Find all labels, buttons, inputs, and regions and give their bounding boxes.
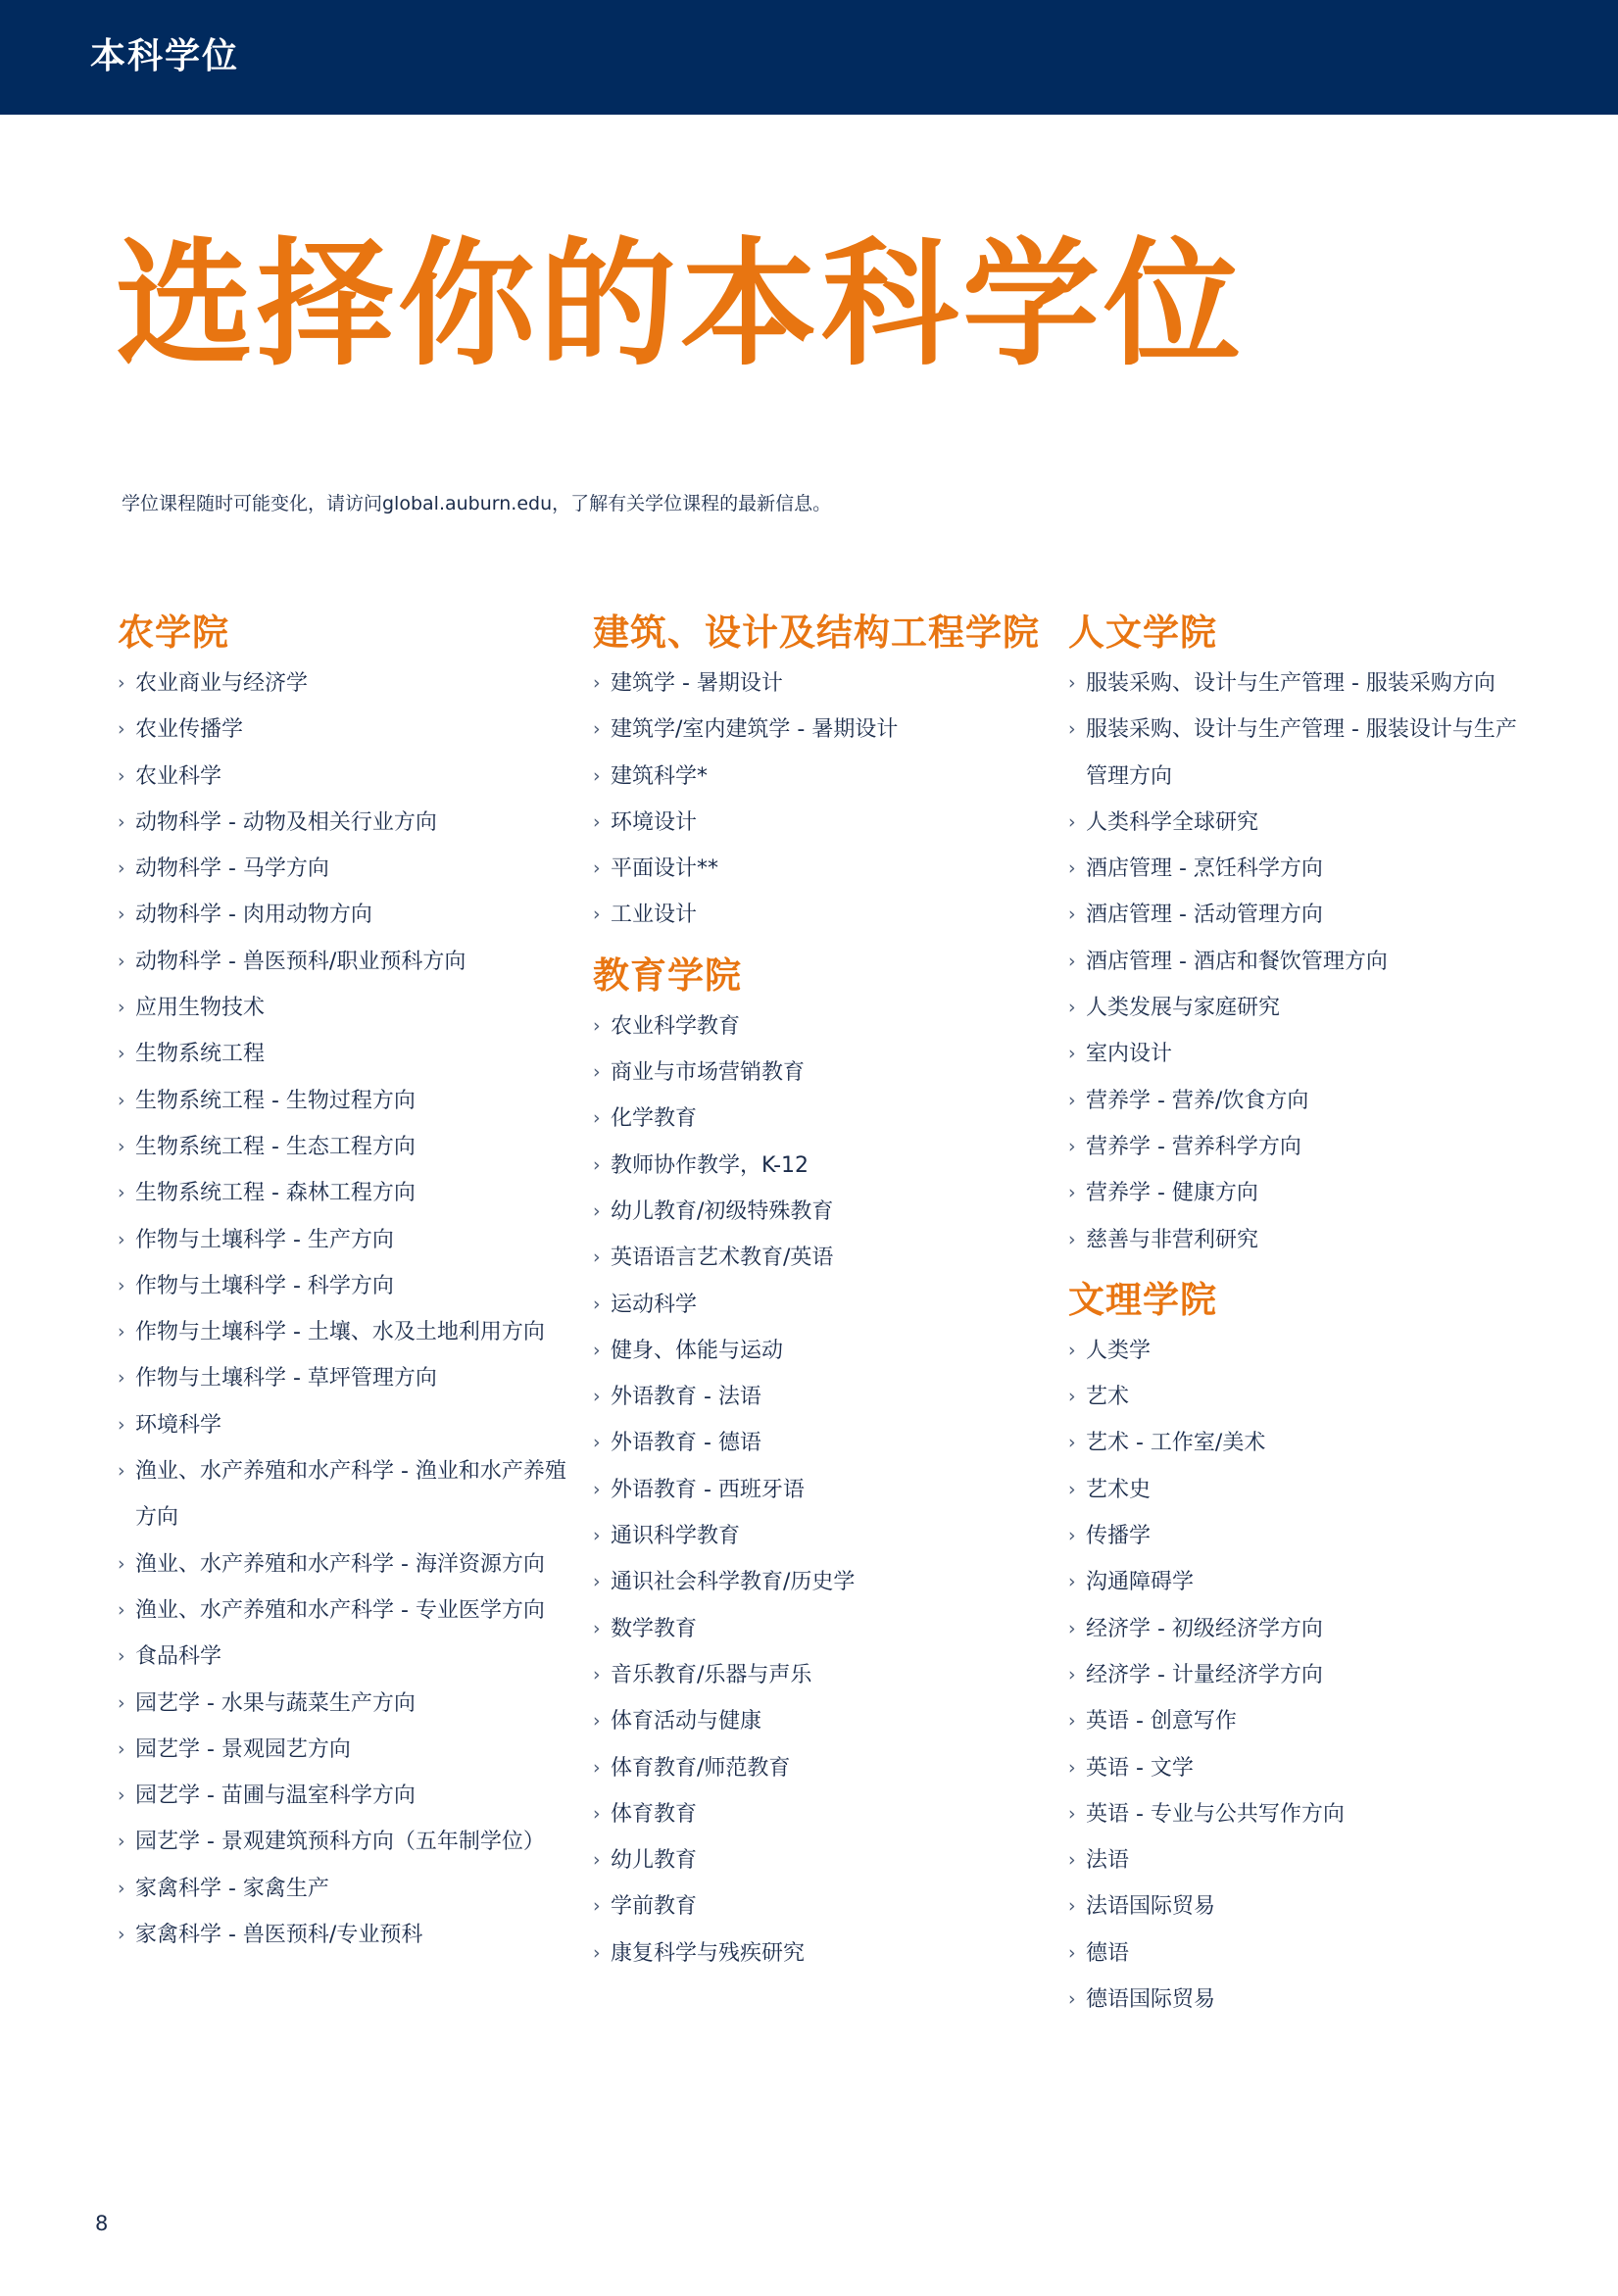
program-label: 服装采购、设计与生产管理 - 服装采购方向 [1086,671,1495,696]
chevron-right-icon: › [118,1784,125,1807]
program-item [593,660,1044,707]
chevron-right-icon: › [593,764,601,787]
program-label: 人类科学全球研究 [1086,809,1259,835]
program-label: 渔业、水产养殖和水产科学 - 专业医学方向 [135,1597,545,1623]
program-item [1068,892,1519,938]
program-item [118,1634,568,1680]
program-item [1068,707,1519,800]
program-item [593,1374,1044,1420]
program-item [118,1773,568,1819]
chevron-right-icon: › [118,1274,125,1296]
program-item [118,1866,568,1912]
program-label: 康复科学与残疾研究 [611,1940,806,1966]
chevron-right-icon: › [118,950,125,972]
column-1 [118,606,568,1958]
program-label: 平面设计** [611,856,719,882]
program-label: 动物科学 - 动物及相关行业方向 [135,809,437,835]
program-item [1068,1745,1519,1791]
chevron-right-icon: › [118,1831,125,1853]
program-label: 建筑学/室内建筑学 - 暑期设计 [611,717,899,743]
program-label: 酒店管理 - 烹饪科学方向 [1086,856,1323,882]
chevron-right-icon: › [1068,857,1076,880]
program-item [593,1096,1044,1142]
program-item [118,1912,568,1958]
program-item [593,1837,1044,1883]
chevron-right-icon: › [118,997,125,1019]
chevron-right-icon: › [1068,1617,1076,1639]
program-item [118,939,568,985]
program-label: 动物科学 - 肉用动物方向 [135,903,372,928]
chevron-right-icon: › [593,1153,601,1176]
chevron-right-icon: › [593,1061,601,1084]
chevron-right-icon: › [1068,672,1076,694]
program-item [593,1745,1044,1791]
program-item [118,892,568,938]
program-label: 通识科学教育 [611,1524,741,1549]
chevron-right-icon: › [1068,950,1076,972]
program-item [593,1420,1044,1466]
chevron-right-icon: › [1068,1135,1076,1157]
program-label: 作物与土壤科学 - 生产方向 [135,1227,394,1252]
chevron-right-icon: › [118,1645,125,1668]
program-item [1068,939,1519,985]
program-label: 幼儿教育/初级特殊教育 [611,1198,834,1224]
program-label: 园艺学 - 景观园艺方向 [135,1736,351,1762]
program-label: 教师协作教学，K-12 [611,1152,809,1178]
program-label: 农业科学教育 [611,1013,741,1039]
program-label: 外语教育 - 法语 [611,1385,761,1410]
program-item [593,754,1044,800]
program-item [118,1078,568,1124]
column-3 [1068,606,1519,2023]
chevron-right-icon: › [118,1924,125,1946]
chevron-right-icon: › [593,1339,601,1361]
chevron-right-icon: › [593,1571,601,1593]
program-list [593,1003,1044,1977]
chevron-right-icon: › [593,810,601,833]
chevron-right-icon: › [593,1199,601,1222]
program-label: 营养学 - 营养/饮食方向 [1086,1088,1309,1113]
chevron-right-icon: › [1068,1663,1076,1685]
program-label: 生物系统工程 [135,1042,266,1067]
chevron-right-icon: › [593,672,601,694]
program-label: 英语语言艺术教育/英语 [611,1246,834,1271]
program-item [593,1883,1044,1930]
program-item [118,1170,568,1216]
program-item [118,1124,568,1170]
program-label: 英语 - 创意写作 [1086,1709,1237,1734]
chevron-right-icon: › [118,904,125,926]
program-label: 艺术 - 工作室/美术 [1086,1431,1266,1456]
program-item [1068,1606,1519,1652]
chevron-right-icon: › [593,1663,601,1685]
program-label: 应用生物技术 [135,996,266,1021]
program-label: 建筑学 - 暑期设计 [611,671,783,696]
chevron-right-icon: › [118,810,125,833]
program-label: 人类学 [1086,1338,1152,1363]
program-label: 法语 [1086,1848,1130,1874]
program-label: 通识社会科学教育/历史学 [611,1570,856,1595]
program-label: 环境科学 [135,1412,222,1438]
program-item [593,1282,1044,1328]
program-label: 德语 [1086,1940,1130,1966]
program-label: 经济学 - 初级经济学方向 [1086,1616,1323,1641]
program-item [593,1143,1044,1189]
program-item [1068,660,1519,707]
program-item [1068,1977,1519,2023]
chevron-right-icon: › [1068,718,1076,741]
chevron-right-icon: › [1068,1525,1076,1547]
program-item [593,1050,1044,1096]
program-item [1068,1559,1519,1605]
program-label: 家禽科学 - 兽医预科/专业预科 [135,1923,423,1948]
chevron-right-icon: › [593,1941,601,1964]
program-item [1068,800,1519,846]
chevron-right-icon: › [593,1895,601,1918]
college-heading: 农学院 [118,611,229,654]
chevron-right-icon: › [1068,1849,1076,1872]
chevron-right-icon: › [1068,1228,1076,1250]
college-section [593,949,1044,1977]
program-label: 园艺学 - 苗圃与温室科学方向 [135,1783,416,1809]
program-label: 健身、体能与运动 [611,1338,784,1363]
program-label: 动物科学 - 兽医预科/职业预科方向 [135,949,466,974]
program-item [593,1698,1044,1744]
chevron-right-icon: › [1068,1182,1076,1204]
program-item [1068,1791,1519,1837]
chevron-right-icon: › [593,1849,601,1872]
program-label: 作物与土壤科学 - 土壤、水及土地利用方向 [135,1320,545,1345]
program-label: 德语国际贸易 [1086,1987,1216,2013]
page-title: 选择你的本科学位 [116,225,1246,385]
program-item [118,1819,568,1865]
program-item [1068,1031,1519,1077]
program-label: 体育教育/师范教育 [611,1755,791,1781]
chevron-right-icon: › [118,1135,125,1157]
chevron-right-icon: › [1068,1571,1076,1593]
program-label: 慈善与非营利研究 [1086,1227,1259,1252]
program-item [118,1217,568,1263]
chevron-right-icon: › [593,1246,601,1269]
chevron-right-icon: › [1068,1386,1076,1408]
program-label: 酒店管理 - 酒店和餐饮管理方向 [1086,949,1388,974]
chevron-right-icon: › [118,672,125,694]
program-label: 作物与土壤科学 - 草坪管理方向 [135,1366,437,1392]
chevron-right-icon: › [593,1014,601,1037]
chevron-right-icon: › [593,1478,601,1500]
chevron-right-icon: › [118,1877,125,1899]
chevron-right-icon: › [118,1321,125,1343]
program-label: 作物与土壤科学 - 科学方向 [135,1273,394,1298]
program-label: 服装采购、设计与生产管理 - 服装设计与生产管理方向 [1086,717,1517,789]
chevron-right-icon: › [593,1293,601,1315]
program-item [593,846,1044,892]
program-item [593,1791,1044,1837]
program-label: 家禽科学 - 家禽生产 [135,1876,329,1901]
program-item [118,707,568,753]
program-item [118,1727,568,1773]
program-item [118,1031,568,1077]
program-item [593,1328,1044,1374]
header-bar [0,0,1618,115]
program-label: 营养学 - 营养科学方向 [1086,1134,1301,1159]
college-heading: 文理学院 [1068,1278,1217,1321]
program-label: 音乐教育/乐器与声乐 [611,1662,812,1687]
chevron-right-icon: › [593,1386,601,1408]
program-label: 人类发展与家庭研究 [1086,996,1281,1021]
program-item [118,846,568,892]
chevron-right-icon: › [118,1413,125,1436]
program-label: 建筑科学* [611,763,709,789]
chevron-right-icon: › [1068,810,1076,833]
program-label: 经济学 - 计量经济学方向 [1086,1662,1323,1687]
program-item [593,707,1044,753]
program-label: 渔业、水产养殖和水产科学 - 渔业和水产养殖方向 [135,1459,566,1531]
program-label: 农业商业与经济学 [135,671,309,696]
program-item [118,1541,568,1588]
program-item [118,1263,568,1309]
program-item [1068,846,1519,892]
chevron-right-icon: › [118,764,125,787]
chevron-right-icon: › [1068,1043,1076,1065]
program-label: 生物系统工程 - 森林工程方向 [135,1181,416,1206]
chevron-right-icon: › [1068,1756,1076,1779]
program-item [118,1681,568,1727]
program-label: 体育活动与健康 [611,1709,762,1734]
program-item [1068,1078,1519,1124]
chevron-right-icon: › [1068,997,1076,1019]
chevron-right-icon: › [118,1460,125,1483]
program-item [118,1448,568,1541]
program-label: 园艺学 - 水果与蔬菜生产方向 [135,1690,416,1716]
college-section [593,606,1044,939]
program-item [118,1588,568,1634]
program-label: 英语 - 文学 [1086,1755,1194,1781]
chevron-right-icon: › [118,857,125,880]
header-title: 本科学位 [90,36,240,76]
program-item [118,985,568,1031]
chevron-right-icon: › [1068,1710,1076,1733]
college-heading: 建筑、设计及结构工程学院 [593,611,1040,654]
chevron-right-icon: › [118,1691,125,1714]
program-label: 沟通障碍学 [1086,1570,1195,1595]
program-label: 农业科学 [135,763,222,789]
program-label: 传播学 [1086,1524,1152,1549]
chevron-right-icon: › [593,1710,601,1733]
program-list [118,660,568,1958]
chevron-right-icon: › [593,1802,601,1825]
program-item [118,660,568,707]
program-item [1068,1837,1519,1883]
program-list [1068,1328,1519,2023]
chevron-right-icon: › [1068,1802,1076,1825]
program-item [593,1189,1044,1235]
chevron-right-icon: › [118,1367,125,1390]
program-label: 幼儿教育 [611,1848,698,1874]
chevron-right-icon: › [593,904,601,926]
chevron-right-icon: › [1068,1895,1076,1918]
page-number: 8 [95,2212,109,2235]
program-label: 生物系统工程 - 生物过程方向 [135,1088,416,1113]
program-item [118,754,568,800]
chevron-right-icon: › [118,718,125,741]
chevron-right-icon: › [118,1228,125,1250]
program-label: 动物科学 - 马学方向 [135,856,329,882]
chevron-right-icon: › [118,1552,125,1575]
program-list [593,660,1044,939]
chevron-right-icon: › [118,1043,125,1065]
program-label: 生物系统工程 - 生态工程方向 [135,1134,416,1159]
program-item [118,1309,568,1355]
program-item [593,800,1044,846]
chevron-right-icon: › [118,1737,125,1760]
program-label: 酒店管理 - 活动管理方向 [1086,903,1323,928]
program-item [1068,1124,1519,1170]
program-label: 工业设计 [611,903,698,928]
program-item [118,1402,568,1448]
program-item [593,1467,1044,1513]
chevron-right-icon: › [593,1432,601,1454]
program-item [593,1513,1044,1559]
chevron-right-icon: › [1068,1478,1076,1500]
program-label: 外语教育 - 德语 [611,1431,761,1456]
program-item [593,1930,1044,1977]
program-label: 农业传播学 [135,717,244,743]
college-section [118,606,568,1958]
program-label: 学前教育 [611,1894,698,1920]
chevron-right-icon: › [1068,1432,1076,1454]
program-item [1068,1698,1519,1744]
program-item [118,800,568,846]
program-item [593,1559,1044,1605]
program-label: 艺术 [1086,1385,1130,1410]
program-label: 室内设计 [1086,1042,1173,1067]
program-item [593,1652,1044,1698]
program-label: 英语 - 专业与公共写作方向 [1086,1801,1345,1827]
college-section [1068,1273,1519,2023]
program-item [1068,1420,1519,1466]
program-label: 运动科学 [611,1292,698,1317]
chevron-right-icon: › [118,1182,125,1204]
college-section [1068,606,1519,1263]
program-label: 数学教育 [611,1616,698,1641]
program-item [1068,1170,1519,1216]
chevron-right-icon: › [1068,1089,1076,1111]
program-label: 商业与市场营销教育 [611,1060,806,1086]
program-label: 渔业、水产养殖和水产科学 - 海洋资源方向 [135,1551,545,1577]
program-label: 食品科学 [135,1644,222,1670]
college-heading: 教育学院 [593,953,742,997]
program-item [1068,1930,1519,1977]
program-label: 体育教育 [611,1801,698,1827]
program-label: 园艺学 - 景观建筑预科方向（五年制学位） [135,1830,545,1855]
chevron-right-icon: › [593,1107,601,1130]
college-heading: 人文学院 [1068,611,1217,654]
program-item [1068,985,1519,1031]
program-label: 艺术史 [1086,1477,1152,1502]
program-label: 化学教育 [611,1106,698,1132]
program-item [593,1606,1044,1652]
chevron-right-icon: › [1068,1988,1076,2011]
program-item [1068,1374,1519,1420]
program-item [1068,1328,1519,1374]
program-item [1068,1467,1519,1513]
chevron-right-icon: › [118,1598,125,1621]
program-item [1068,1513,1519,1559]
chevron-right-icon: › [593,1756,601,1779]
chevron-right-icon: › [1068,1941,1076,1964]
chevron-right-icon: › [593,718,601,741]
program-label: 环境设计 [611,809,698,835]
chevron-right-icon: › [593,1617,601,1639]
program-item [1068,1883,1519,1930]
chevron-right-icon: › [1068,1339,1076,1361]
chevron-right-icon: › [1068,904,1076,926]
program-item [118,1355,568,1401]
program-label: 外语教育 - 西班牙语 [611,1477,805,1502]
column-2 [593,606,1044,1977]
program-label: 营养学 - 健康方向 [1086,1181,1258,1206]
program-label: 法语国际贸易 [1086,1894,1216,1920]
program-item [1068,1652,1519,1698]
chevron-right-icon: › [593,1525,601,1547]
program-item [593,892,1044,938]
intro-text: 学位课程随时可能变化，请访问global.auburn.edu，了解有关学位课程的最新信息。 [122,493,832,514]
program-item [1068,1217,1519,1263]
program-item [593,1235,1044,1281]
chevron-right-icon: › [118,1089,125,1111]
program-list [1068,660,1519,1263]
chevron-right-icon: › [593,857,601,880]
program-item [593,1003,1044,1050]
